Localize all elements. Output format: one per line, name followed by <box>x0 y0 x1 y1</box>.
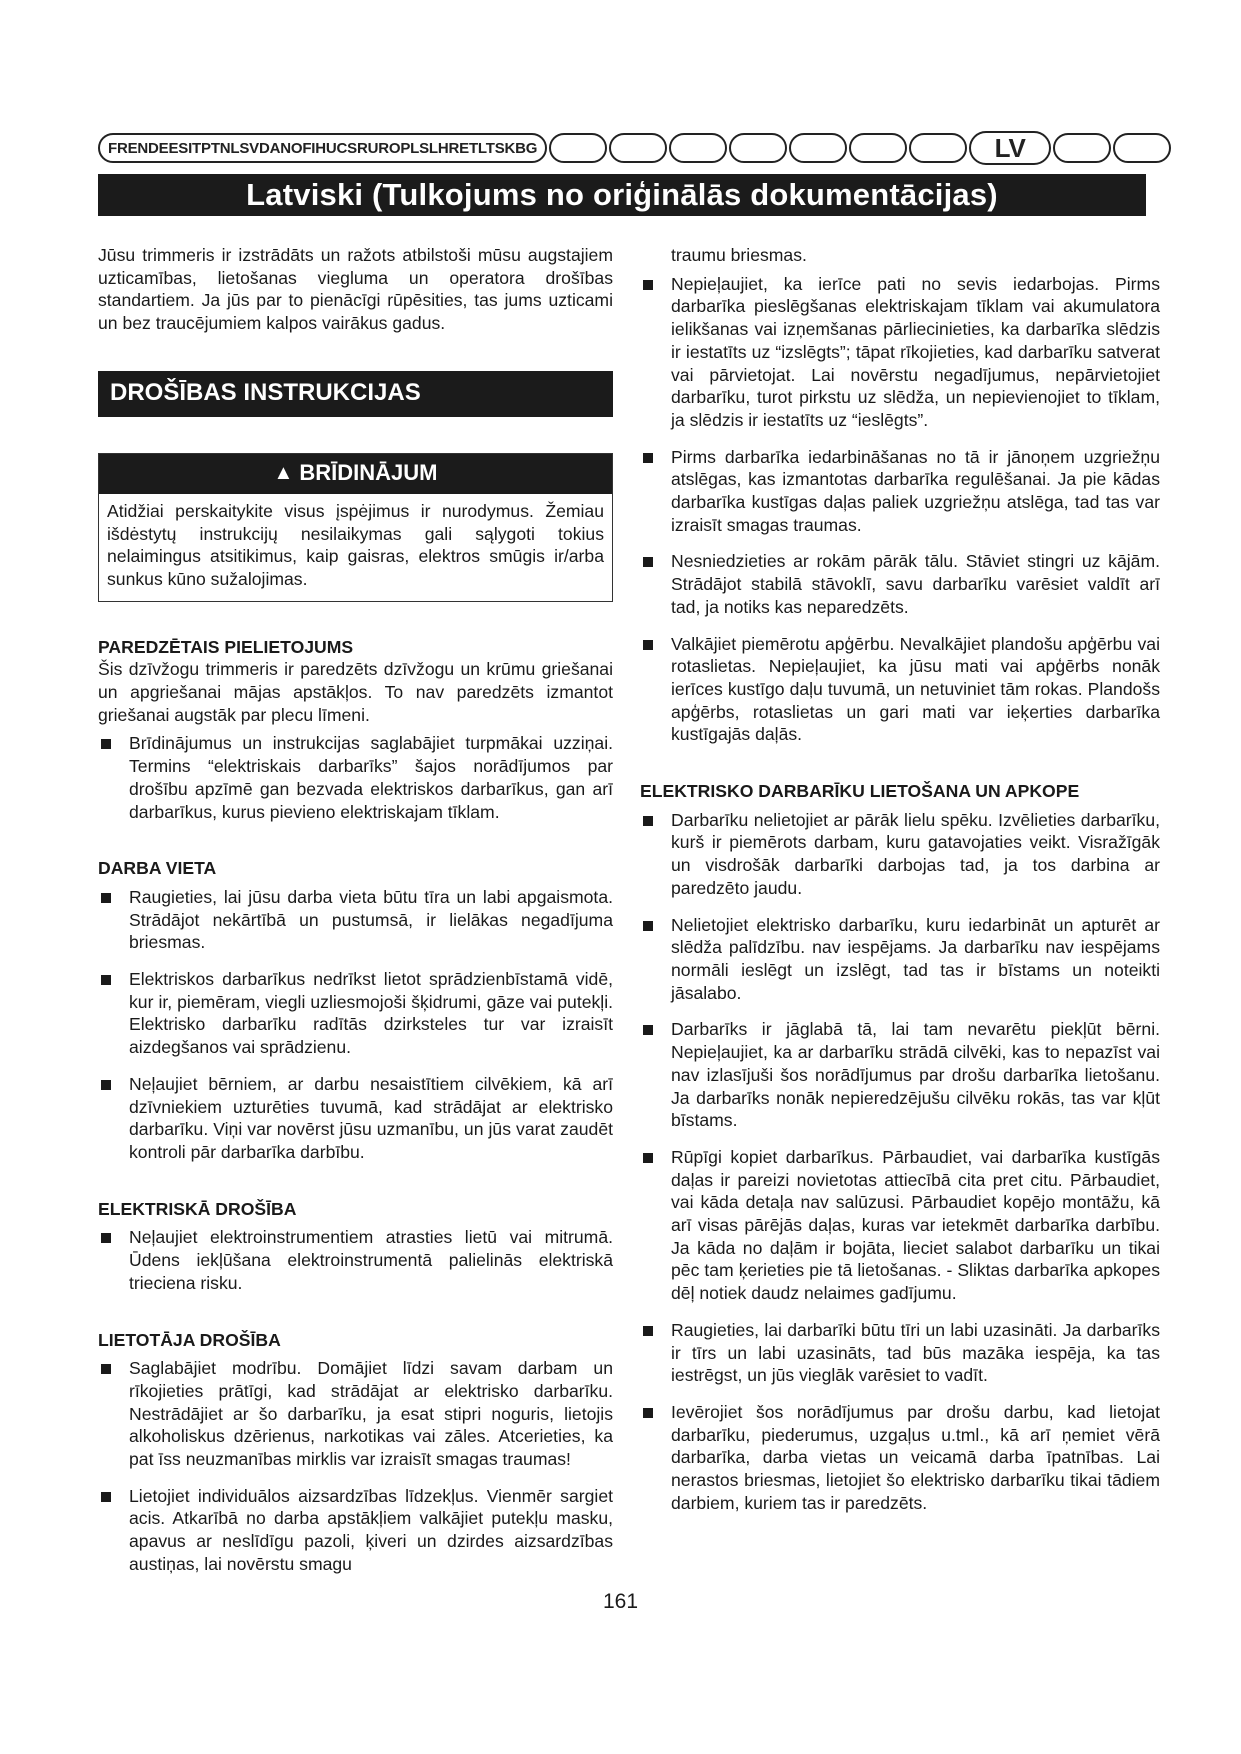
warning-box <box>98 453 613 602</box>
language-tab-blank <box>909 133 967 163</box>
warning-text: Atidžiai perskaitykite visus įspėjimus ir nurodymus. Žemiau išdėstytų instrukcijų nesilaikymas gali sąlygoti tokius nelaimingus atsitikimus, kaip gaisras, elektros smūgis ir/arba sunkus kūno sužalojimas. <box>107 500 604 589</box>
warning-header <box>99 454 612 494</box>
intended-use-text: Šis dzīvžogu trimmeris ir paredzēts dzīvžogu un krūmu griešanai un apgriešanai mājas apstākļos. To nav paredzēts izmantot griešanai augstāk par plecu līmeni. <box>98 659 613 725</box>
right-column <box>640 244 1160 1514</box>
tool-use-list <box>640 809 1160 1515</box>
language-tab-blank <box>1053 133 1111 163</box>
language-tab-blank <box>849 133 907 163</box>
list-item: Ievērojiet šos norādījumus par drošu darbu, kad lietojat darbarīku, piederumus, uzgaļus u.tml., kā arī ņemiet vērā darbarīka, darba vietas un veicamā darba īpatnības. Lai nerastos briesmas, lietojiet šo elektrisko darbarīku tikai tādiem darbiem, kuriem tas ir paredzēts. <box>640 1401 1160 1515</box>
warning-title: BRĪDINĀJUM <box>299 460 438 486</box>
language-tab-active: LV <box>969 131 1051 165</box>
safety-section-title: DROŠĪBAS INSTRUKCIJAS <box>110 379 421 407</box>
list-item: Saglabājiet modrību. Domājiet līdzi savam darbam un rīkojieties prātīgi, kad strādājat ar elektrisko darbarīku. Nestrādājiet ar šo darbarīku, ja esat stipri noguris, lietojis alkoholiskus dzērienus, narkotikas vai zāles. Atcerieties, ka pat īss neuzmanības mirklis var izraisīt smagas traumas! <box>98 1357 613 1471</box>
list-item: Rūpīgi kopiet darbarīkus. Pārbaudiet, vai darbarīka kustīgās daļas ir pareizi novietotas attiecībā cita pret citu. Pārbaudiet, vai kāda detaļa nav salūzusi. Pārbaudiet kopējo montāžu, kā arī visas pārējās daļas, kuras var ietekmēt darbarīka darbību. Ja kāda no daļām ir bojāta, lieciet salabot darbarīku un tikai pēc tam ķerieties pie tā lietošanas. - Sliktas darbarīka apkopes dēļ notiek daudz nelaimes gadījumu. <box>640 1146 1160 1305</box>
work-area-heading: DARBA VIETA <box>98 858 217 879</box>
left-column <box>98 244 613 1576</box>
list-item: Neļaujiet elektroinstrumentiem atrasties lietū vai mitrumā. Ūdens iekļūšana elektroinstrumentā palielinās elektriskā trieciena risku. <box>98 1226 613 1294</box>
language-tab-blank <box>549 133 607 163</box>
list-item: Raugieties, lai jūsu darba vieta būtu tīra un labi apgaismota. Strādājot nekārtībā un pustumsā, ir lielākas negadījuma briesmas. <box>98 886 613 954</box>
language-codes: FRENDEESITPTNLSVDANOFIHUCSRUROPLSLHRETLTSKBG <box>98 133 547 163</box>
list-item: Neļaujiet bērniem, ar darbu nesaistītiem cilvēkiem, kā arī dzīvniekiem uzturēties tuvumā, kad strādājat ar elektrisko darbarīku. Viņi var novērst jūsu uzmanību, un jūs varat zaudēt kontroli pār darbarīka darbību. <box>98 1073 613 1164</box>
list-item: Nelietojiet elektrisko darbarīku, kuru iedarbināt un apturēt ar slēdža palīdzību. nav iespējams. Ja darbarīku nav iespējams normāli ieslēgt un izslēgt, tad tas ir bīstams un noteikti jāsalabo. <box>640 914 1160 1005</box>
continued-text: traumu briesmas. <box>671 245 807 265</box>
intended-use-list <box>98 732 613 823</box>
list-item: Brīdinājumus un instrukcijas saglabājiet turpmākai uzziņai. Termins “elektriskais darbarīks” šajos norādījumos par drošību apzīmē gan bezvada elektriskos darbarīkus, gan arī darbarīkus, kurus pievieno elektriskajam tīklam. <box>98 732 613 823</box>
document-title: Latviski (Tulkojums no oriģinālās dokumentācijas) <box>246 177 998 212</box>
work-area-list <box>98 886 613 1164</box>
user-safety-list <box>98 1357 613 1575</box>
list-item: Darbarīku nelietojiet ar pārāk lielu spēku. Izvēlieties darbarīku, kurš ir piemērots darbam, kuru gatavojaties veikt. Visražīgāk un visdrošāk darbarīki darbojas tad, ja tos darbina ar paredzēto jaudu. <box>640 809 1160 900</box>
list-item: Nepieļaujiet, ka ierīce pati no sevis iedarbojas. Pirms darbarīka pieslēgšanas elektriskajam tīklam vai akumulatora ielikšanas vai izņemšanas pārliecinieties, ka darbarīka slēdzis ir iestatīts uz “izslēgts”; tāpat rīkojieties, kad darbarīku satverat vai pārvietojat. Lai novērstu negadījumus, nepārvietojiet darbarīku, turot pirkstu uz slēdža, un nepievienojiet to tīklam, ja slēdzis ir iestatīts uz “ieslēgts”. <box>640 273 1160 432</box>
user-safety-heading: LIETOTĀJA DROŠĪBA <box>98 1329 281 1350</box>
language-tab-blank <box>729 133 787 163</box>
document-title-bar <box>98 174 1146 216</box>
list-item: Nesniedzieties ar rokām pārāk tālu. Stāviet stingri uz kājām. Strādājot stabilā stāvoklī, savu darbarīku varēsiet valdīt arī tad, ja notiks kas neparedzēts. <box>640 550 1160 618</box>
language-tab-blank <box>609 133 667 163</box>
user-safety-list-continued <box>640 273 1160 746</box>
tool-use-heading: ELEKTRISKO DARBARĪKU LIETOŠANA UN APKOPE <box>640 781 1080 802</box>
electrical-safety-list <box>98 1226 613 1294</box>
list-item: Darbarīks ir jāglabā tā, lai tam nevarētu piekļūt bērni. Nepieļaujiet, ka ar darbarīku strādā cilvēki, kas to nepazīst vai nav izlasījuši šos norādījumus par drošu darbarīka lietošanu. Ja darbarīks nonāk nepieredzējušu cilvēku rokās, tas var kļūt bīstams. <box>640 1018 1160 1132</box>
page-number: 161 <box>602 1590 639 1613</box>
intro-paragraph: Jūsu trimmeris ir izstrādāts un ražots atbilstoši mūsu augstajiem uzticamības, lietošanas viegluma un operatora drošības standartiem. Ja jūs par to pienācīgi rūpēsities, tas jums uzticami un bez traucējumiem kalpos vairākus gadus. <box>98 245 613 334</box>
list-item: Raugieties, lai darbarīki būtu tīri un labi uzasināti. Ja darbarīks ir tīrs un labi uzasināts, tad būs mazāka iespēja, ka tas iestrēgst, un jūs vieglāk varēsiet to vadīt. <box>640 1319 1160 1387</box>
intended-use-heading: PAREDZĒTAIS PIELIETOJUMS <box>98 636 354 657</box>
list-item: Pirms darbarīka iedarbināšanas no tā ir jānoņem uzgriežņu atslēgas, kas izmantotas darbarīka regulēšanai. Ja pie kādas darbarīka kustīgas daļas paliek uzgriežņu atslēga, tad tas var izraisīt smagas traumas. <box>640 446 1160 537</box>
warning-triangle-icon: ▲ <box>273 462 294 485</box>
safety-section-bar <box>98 371 613 417</box>
language-tab-blank <box>789 133 847 163</box>
language-tab-blank <box>1113 133 1171 163</box>
list-item: Valkājiet piemērotu apģērbu. Nevalkājiet plandošu apģērbu vai rotaslietas. Nepieļaujiet, ka jūsu mati vai apģērbs nonāk ierīces kustīgo daļu tuvumā, un netuviniet tām rokas. Plandošs apģērbs, rotaslietas un gari mati var ieķerties darbarīka kustīgajās daļās. <box>640 633 1160 747</box>
list-item: Elektriskos darbarīkus nedrīkst lietot sprādzienbīstamā vidē, kur ir, piemēram, viegli uzliesmojoši šķidrumi, gāze vai putekļi. Elektrisko darbarīku radītās dzirksteles tur var izraisīt aizdegšanos vai sprādzienu. <box>98 968 613 1059</box>
language-tab-blank <box>669 133 727 163</box>
list-item: Lietojiet individuālos aizsardzības līdzekļus. Vienmēr sargiet acis. Atkarībā no darba apstākļiem valkājiet putekļu masku, apavus ar neslīdīgu pazoli, ķiveri un dzirdes aizsardzības austiņas, lai novērstu smagu <box>98 1485 613 1576</box>
electrical-safety-heading: ELEKTRISKĀ DROŠĪBA <box>98 1198 297 1219</box>
language-tabs <box>98 128 1173 168</box>
